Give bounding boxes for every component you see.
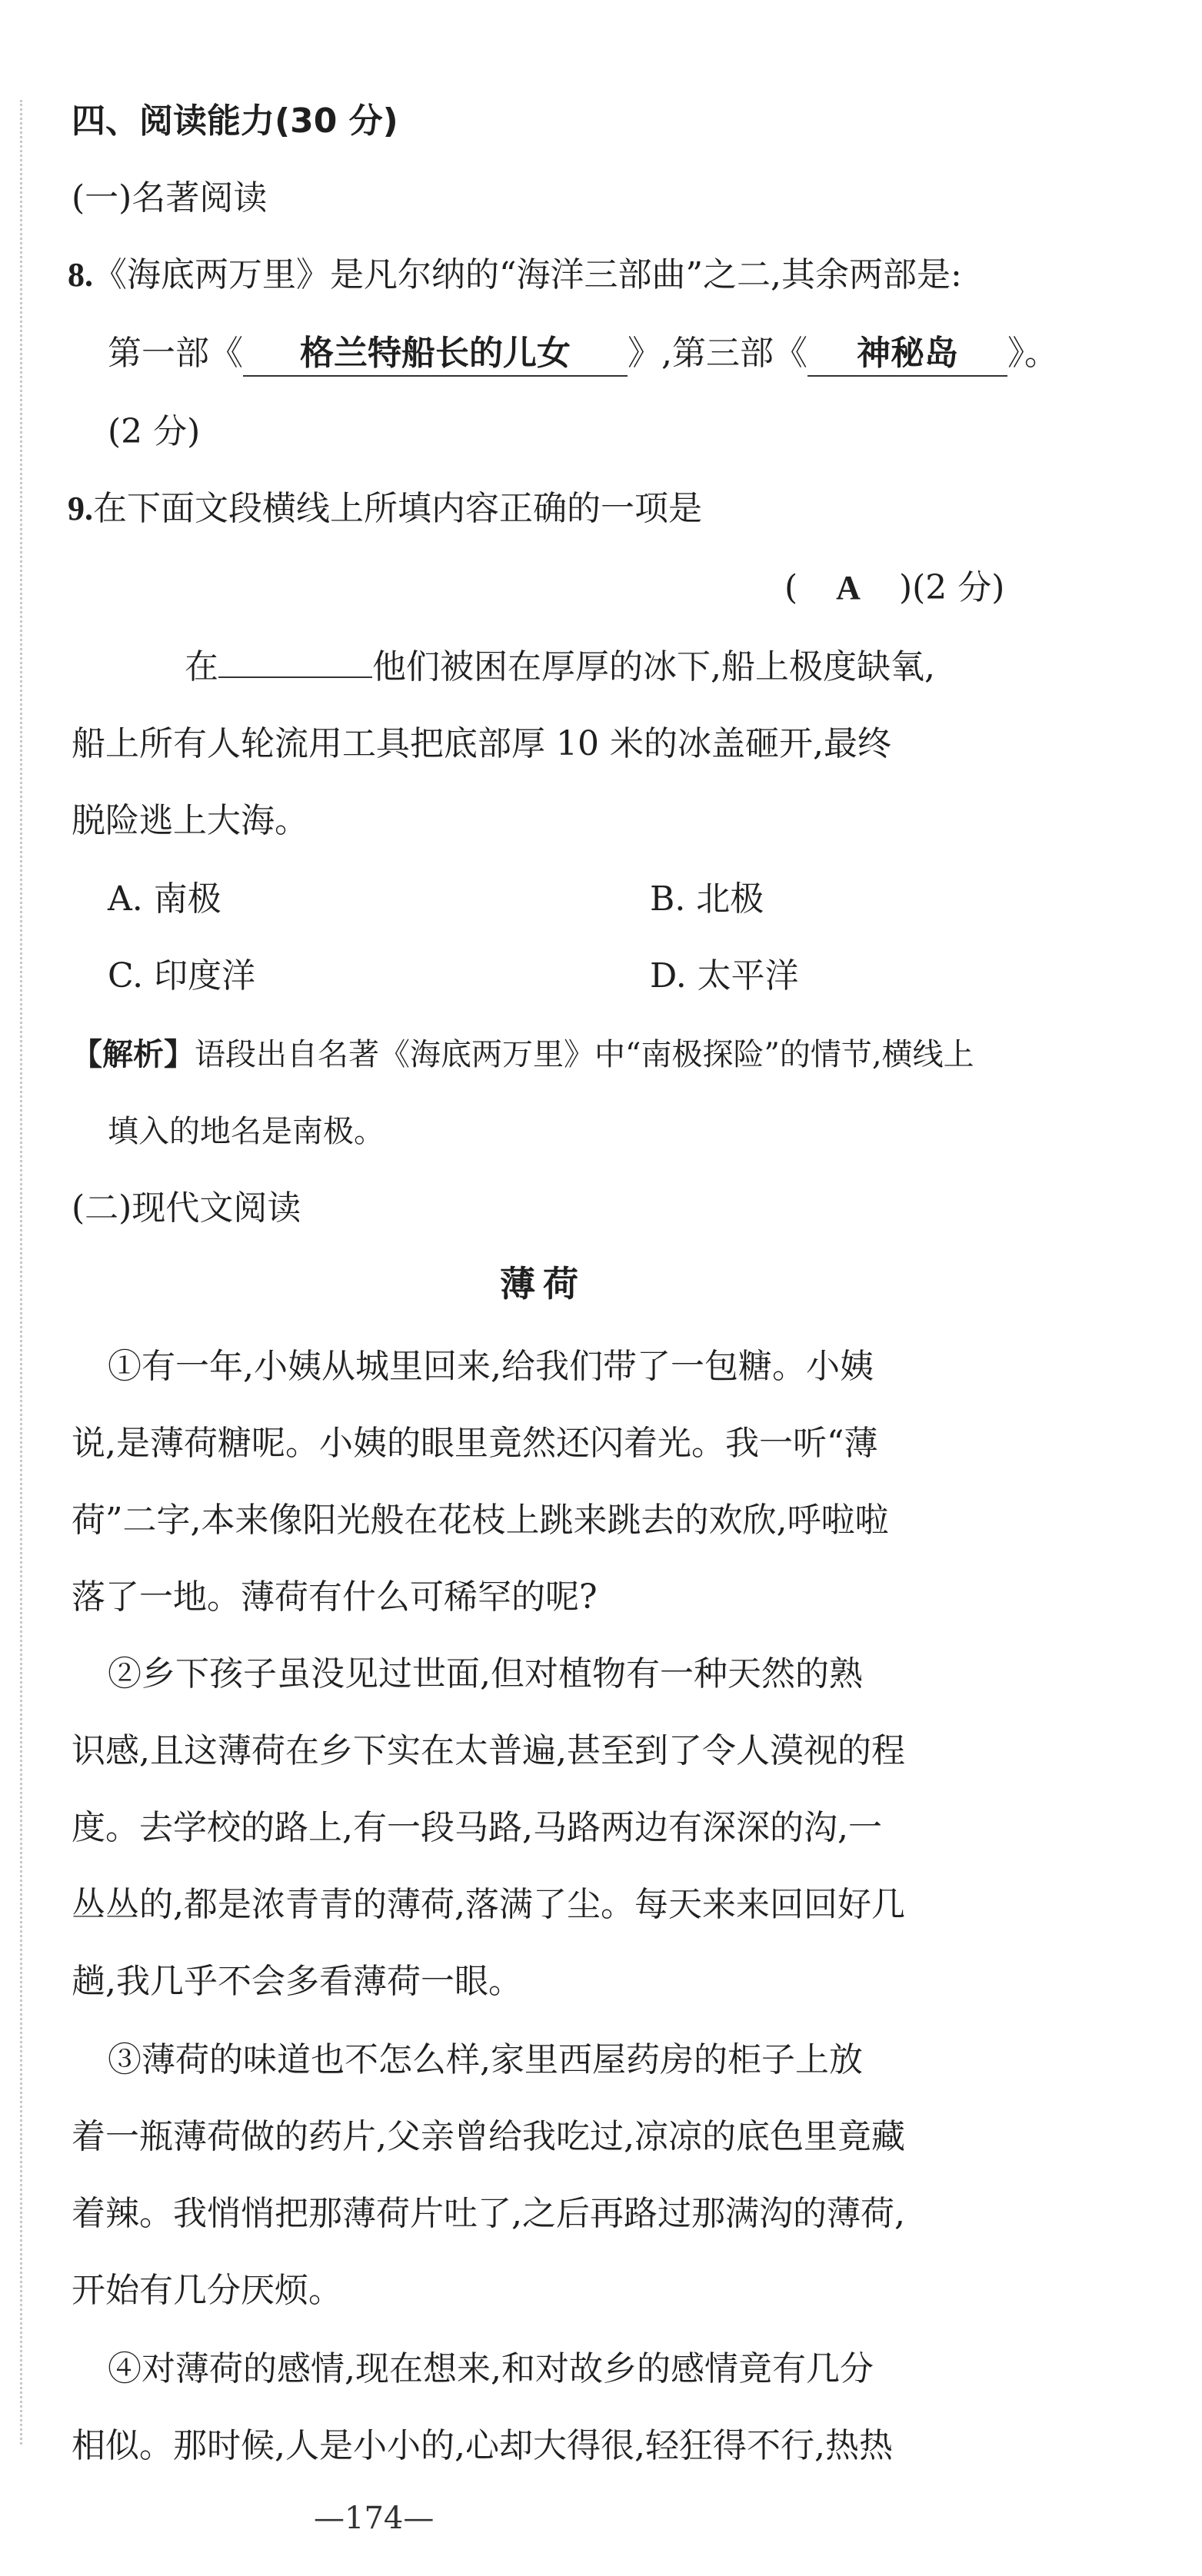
passage-start: 在 (185, 647, 218, 686)
q9-passage-line1 (185, 644, 935, 690)
q8-answer-1: 格兰特船长的儿女 (243, 332, 628, 377)
question-8-number: 8. (68, 256, 93, 294)
article-line: 趟,我几乎不会多看薄荷一眼。 (72, 1962, 522, 2001)
question-9-line1 (68, 486, 702, 532)
article-line: 识感,且这薄荷在乡下实在太普遍,甚至到了令人漠视的程 (72, 1731, 905, 1770)
option-c: C. 印度洋 (108, 956, 256, 995)
article-line: 度。去学校的路上,有一段马路,马路两边有深深的沟,一 (72, 1808, 882, 1847)
article-line: 丛丛的,都是浓青青的薄荷,落满了尘。每天来来回回好几 (72, 1885, 905, 1924)
analysis-tag: 【解析】 (72, 1037, 195, 1072)
answer-paren-close: )(2 分) (898, 568, 1005, 607)
article-line: ②乡下孩子虽没见过世面,但对植物有一种天然的熟 (108, 1654, 863, 1694)
article-line: 着一瓶薄荷做的药片,父亲曾给我吃过,凉凉的底色里竟藏 (72, 2117, 905, 2156)
analysis-line1 (72, 1032, 974, 1078)
article-title: 薄荷 (500, 1263, 586, 1305)
option-a: A. 南极 (108, 879, 221, 919)
q9-passage-line3: 脱险逃上大海。 (72, 801, 308, 840)
article-line: ④对薄荷的感情,现在想来,和对故乡的感情竟有几分 (108, 2349, 874, 2388)
margin-dotted-line (20, 100, 22, 2445)
article-line: 着辣。我悄悄把那薄荷片吐了,之后再路过那满沟的薄荷, (72, 2194, 905, 2233)
page-number: —174— (314, 2501, 435, 2536)
article-line: 开始有几分厌烦。 (72, 2271, 342, 2310)
question-9-answer-line (784, 565, 1004, 611)
analysis-text-1: 语段出自名著《海底两万里》中“南极探险”的情节,横线上 (195, 1037, 974, 1072)
article-line: 说,是薄荷糖呢。小姨的眼里竟然还闪着光。我一听“薄 (72, 1424, 878, 1463)
article-line: ①有一年,小姨从城里回来,给我们带了一包糖。小姨 (108, 1347, 874, 1386)
question-9-answer: A (836, 569, 861, 607)
part1-heading: (一)名著阅读 (72, 178, 268, 218)
question-9-stem: 在下面文段横线上所填内容正确的一项是 (93, 489, 702, 528)
q9-passage-line2: 船上所有人轮流用工具把底部厚 10 米的冰盖砸开,最终 (72, 724, 891, 763)
q8-answer-2: 神秘岛 (807, 332, 1007, 377)
article-line: ③薄荷的味道也不怎么样,家里西屋药房的柜子上放 (108, 2040, 863, 2079)
question-8-line1 (68, 252, 962, 298)
passage-blank (218, 646, 372, 678)
option-b: B. 北极 (650, 879, 764, 919)
q8-post-text: 》。 (1007, 334, 1058, 373)
q8-score: (2 分) (108, 412, 201, 451)
question-9-number: 9. (68, 490, 93, 527)
q8-mid-text: 》,第三部《 (628, 334, 807, 373)
answer-paren-open: ( (784, 568, 798, 607)
article-line: 落了一地。薄荷有什么可稀罕的呢? (72, 1577, 598, 1617)
q8-pre-text: 第一部《 (108, 334, 243, 373)
option-d: D. 太平洋 (650, 956, 799, 995)
article-line: 相似。那时候,人是小小的,心却大得很,轻狂得不行,热热 (72, 2426, 893, 2465)
part2-heading: (二)现代文阅读 (72, 1188, 301, 1228)
question-8-stem: 《海底两万里》是凡尔纳的“海洋三部曲”之二,其余两部是: (93, 255, 962, 294)
question-8-line2 (108, 331, 1058, 377)
passage-line1-rest: 他们被困在厚厚的冰下,船上极度缺氧, (372, 647, 935, 686)
analysis-line2: 填入的地名是南极。 (108, 1114, 385, 1149)
section-heading: 四、阅读能力(30 分) (72, 101, 398, 141)
article-line: 荷”二字,本来像阳光般在花枝上跳来跳去的欢欣,呼啦啦 (72, 1501, 889, 1540)
